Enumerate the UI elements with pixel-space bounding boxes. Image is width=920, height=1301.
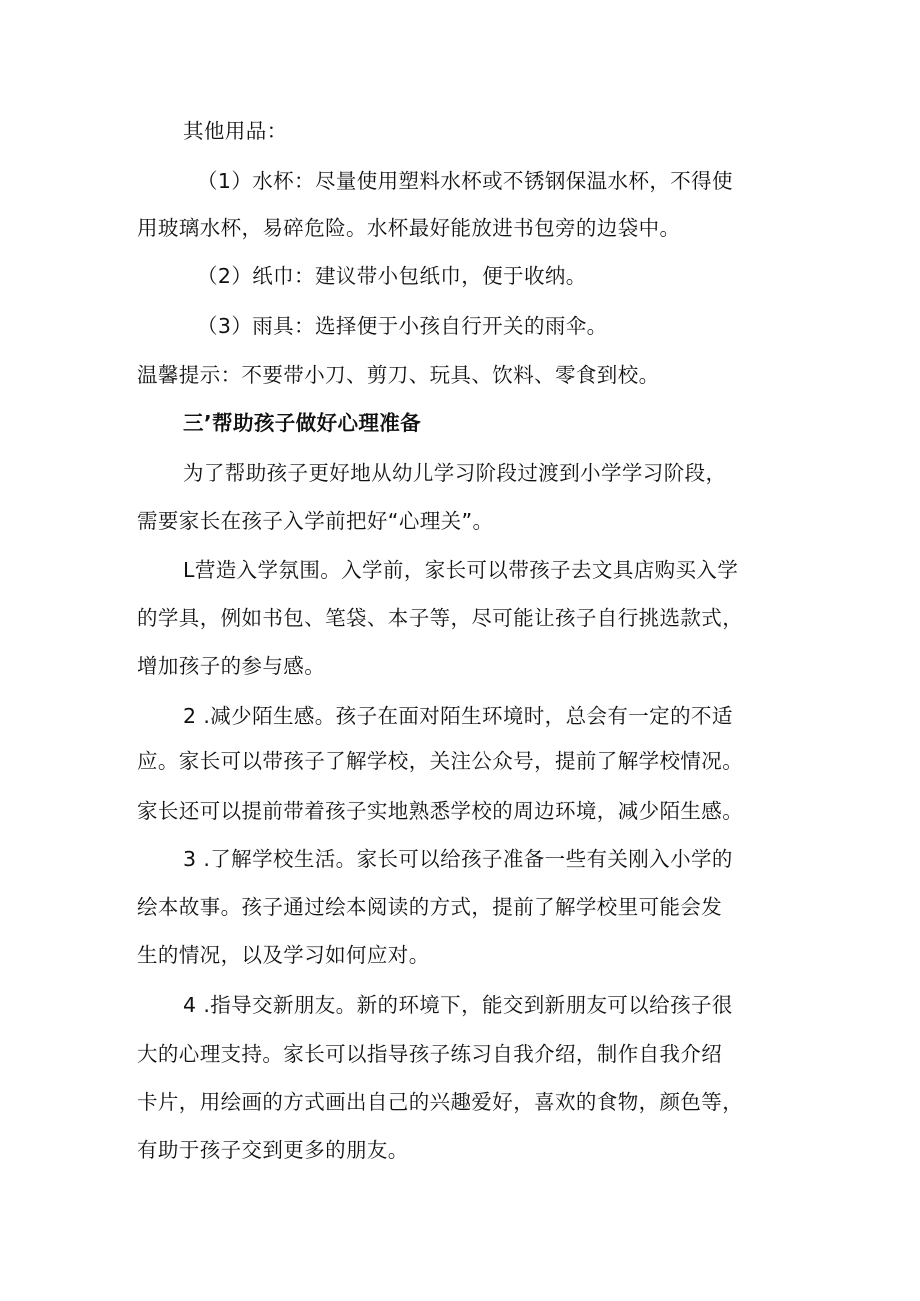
paragraph1-line3: 增加孩子的参与感。 <box>137 654 326 678</box>
item-water-cup-line2: 用玻璃水杯，易碎危险。水杯最好能放进书包旁的边袋中。 <box>137 216 681 240</box>
item-rain-gear: （3）雨具：选择便于小孩自行开关的雨伞。 <box>197 314 608 338</box>
warm-tip: 温馨提示：不要带小刀、剪刀、玩具、饮料、零食到校。 <box>137 363 660 387</box>
paragraph3-line2: 绘本故事。孩子通过绘本阅读的方式，提前了解学校里可能会发 <box>137 895 723 919</box>
item-water-cup-line1: （1）水杯：尽量使用塑料水杯或不锈钢保温水杯，不得使 <box>197 169 733 193</box>
paragraph2-line2: 应。家长可以带孩子了解学校，关注公众号，提前了解学校情况。 <box>137 749 744 773</box>
section3-intro-line2: 需要家长在孩子入学前把好“心理关”。 <box>137 509 494 533</box>
other-items-heading: 其他用品： <box>183 119 288 143</box>
paragraph4-line3: 卡片，用绘画的方式画出自己的兴趣爱好，喜欢的食物，颜色等， <box>137 1090 744 1114</box>
paragraph2-line3: 家长还可以提前带着孩子实地熟悉学校的周边环境，减少陌生感。 <box>137 799 744 823</box>
paragraph1-line2: 的学具，例如书包、笔袋、本子等，尽可能让孩子自行挑选款式， <box>137 606 744 630</box>
paragraph2-line1: 2 .减少陌生感。孩子在面对陌生环境时，总会有一定的不适 <box>183 704 733 728</box>
paragraph4-line2: 大的心理支持。家长可以指导孩子练习自我介绍，制作自我介绍 <box>137 1042 723 1066</box>
paragraph4-line1: 4 .指导交新朋友。新的环境下，能交到新朋友可以给孩子很 <box>183 993 733 1017</box>
section3-heading: 三’帮助孩子做好心理准备 <box>183 411 422 435</box>
paragraph3-line3: 生的情况，以及学习如何应对。 <box>137 943 430 967</box>
paragraph3-line1: 3 .了解学校生活。家长可以给孩子准备一些有关刚入小学的 <box>183 847 733 871</box>
paragraph4-line4: 有助于孩子交到更多的朋友。 <box>137 1138 409 1162</box>
item-tissue: （2）纸巾：建议带小包纸巾，便于收纳。 <box>197 264 587 288</box>
paragraph1-line1: L营造入学氛围。入学前，家长可以带孩子去文具店购买入学 <box>183 558 739 582</box>
section3-intro-line1: 为了帮助孩子更好地从幼儿学习阶段过渡到小学学习阶段， <box>183 461 727 485</box>
